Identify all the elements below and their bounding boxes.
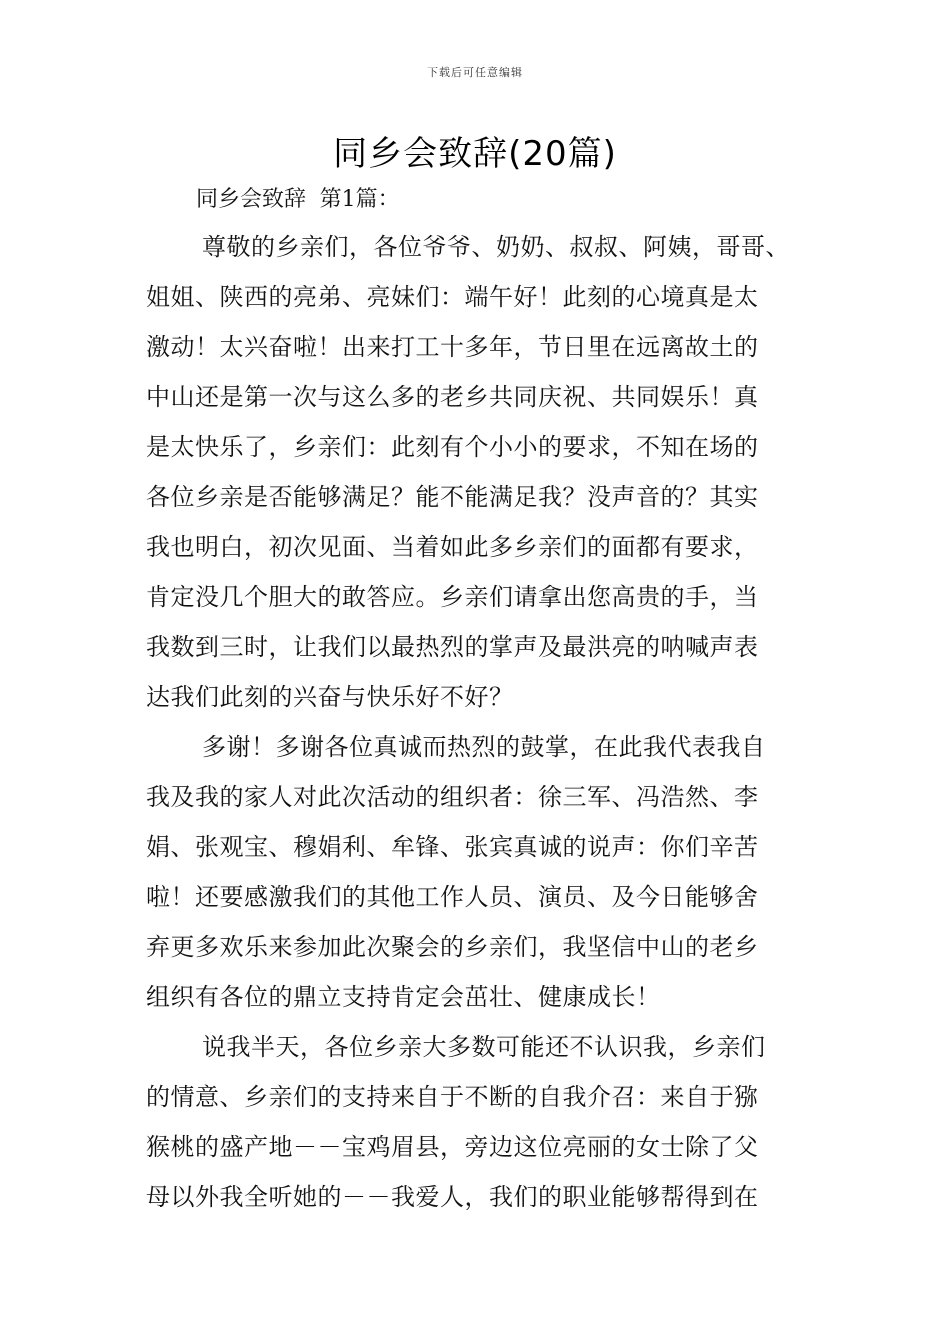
text-line: 肯定没几个胆大的敢答应。乡亲们请拿出您高贵的手，当 — [146, 583, 759, 611]
text-line: 我也明白，初次见面、当着如此多乡亲们的面都有要求， — [146, 533, 759, 561]
text-line: 我及我的家人对此次活动的组织者：徐三军、冯浩然、李 — [146, 783, 759, 811]
text-line: 猴桃的盛产地－－宝鸡眉县，旁边这位亮丽的女士除了父 — [146, 1133, 759, 1161]
text-line: 是太快乐了，乡亲们：此刻有个小小的要求，不知在场的 — [146, 433, 759, 461]
paragraph-3 — [146, 1022, 810, 1222]
text-line: 我数到三时，让我们以最热烈的掌声及最洪亮的呐喊声表 — [146, 633, 759, 661]
text-line: 啦！还要感激我们的其他工作人员、演员、及今日能够舍 — [146, 883, 759, 911]
document-body — [146, 178, 810, 1222]
paragraph-1 — [146, 222, 810, 722]
text-line: 激动！太兴奋啦！出来打工十多年，节日里在远离故土的 — [146, 333, 759, 361]
paragraph-2 — [146, 722, 810, 1022]
text-line: 母以外我全听她的－－我爱人，我们的职业能够帮得到在 — [146, 1183, 759, 1211]
text-line: 中山还是第一次与这么多的老乡共同庆祝、共同娱乐！真 — [146, 383, 759, 411]
header-note: 下载后可任意编辑 — [427, 66, 523, 79]
document-title: 同乡会致辞(20篇) — [333, 134, 617, 174]
text-line: 姐姐、陕西的亮弟、亮妹们：端午好！此刻的心境真是太 — [146, 283, 759, 311]
text-line: 尊敬的乡亲们，各位爷爷、奶奶、叔叔、阿姨，哥哥、 — [202, 233, 790, 261]
text-line: 的情意、乡亲们的支持来自于不断的自我介召：来自于猕 — [146, 1083, 759, 1111]
text-line: 组织有各位的鼎立支持肯定会茁壮、健康成长！ — [146, 983, 661, 1011]
text-line: 娟、张观宝、穆娟利、牟锋、张宾真诚的说声：你们辛苦 — [146, 833, 759, 861]
text-line: 多谢！多谢各位真诚而热烈的鼓掌，在此我代表我自 — [202, 733, 766, 761]
section-subheading: 同乡会致辞 第1篇： — [196, 187, 400, 212]
text-line: 达我们此刻的兴奋与快乐好不好？ — [146, 683, 514, 711]
text-line: 说我半天，各位乡亲大多数可能还不认识我，乡亲们 — [202, 1033, 766, 1061]
text-line: 各位乡亲是否能够满足？能不能满足我？没声音的？其实 — [146, 483, 759, 511]
text-line: 弃更多欢乐来参加此次聚会的乡亲们，我坚信中山的老乡 — [146, 933, 759, 961]
